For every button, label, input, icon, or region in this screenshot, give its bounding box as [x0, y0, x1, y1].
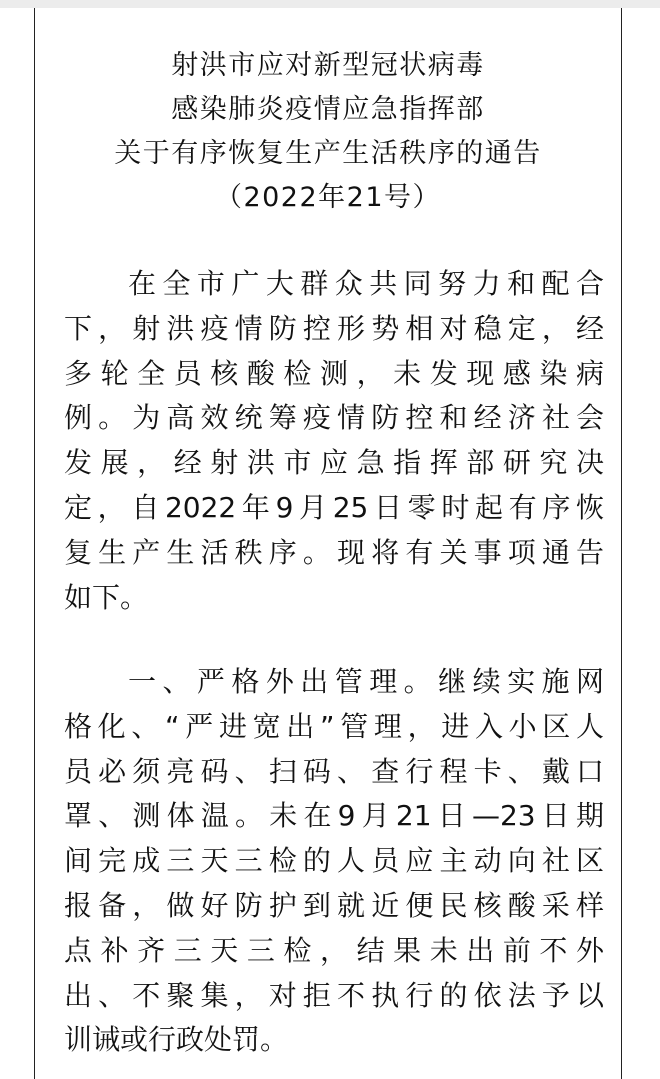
paragraph-line: 一、严格外出管理。继续实施网	[128, 665, 604, 698]
paragraph-line: 间完成三天三检的人员应主动向社区	[64, 844, 604, 878]
paragraph-line: 出、不聚集，对拒不执行的依法予以	[64, 978, 604, 1012]
paragraph-line: 发展，经射洪市应急指挥部研究决	[64, 446, 604, 480]
notice-number: （2022年21号）	[214, 182, 442, 213]
paragraph-line: 例。为高效统筹疫情防控和经济社会	[64, 401, 604, 435]
paragraph-line: 定，自2022年9月25日零时起有序恢	[64, 490, 604, 524]
paragraph-line: 罩、测体温。未在9月21日—23日期	[64, 799, 604, 833]
paragraph-line: 员必须亮码、扫码、查行程卡、戴口	[64, 754, 604, 788]
paragraph-line: 在全市广大群众共同努力和配合	[128, 267, 604, 300]
paragraph-line: 如下。	[64, 580, 149, 614]
paragraph-line: 多轮全员核酸检测，未发现感染病	[64, 356, 604, 390]
paragraph-line: 报备，做好防护到就近便民核酸采样	[64, 888, 604, 922]
paragraph-line: 训诫或行政处罚。	[64, 1023, 289, 1057]
title-line: 感染肺炎疫情应急指挥部	[171, 94, 485, 125]
notice-title	[34, 44, 622, 220]
paragraph-line: 下，射洪疫情防控形势相对稳定，经	[64, 311, 604, 345]
top-gray-strip	[0, 0, 660, 8]
paragraph-intro	[64, 262, 604, 620]
paragraph-item-1	[64, 660, 604, 1063]
paragraph-line: 格化、“严进宽出”管理，进入小区人	[64, 709, 604, 743]
paragraph-line: 复生产生活秩序。现将有关事项通告	[64, 535, 604, 569]
title-line: 关于有序恢复生产生活秩序的通告	[114, 138, 542, 169]
title-line: 射洪市应对新型冠状病毒	[171, 50, 485, 81]
paragraph-line: 点补齐三天三检，结果未出前不外	[64, 933, 604, 967]
